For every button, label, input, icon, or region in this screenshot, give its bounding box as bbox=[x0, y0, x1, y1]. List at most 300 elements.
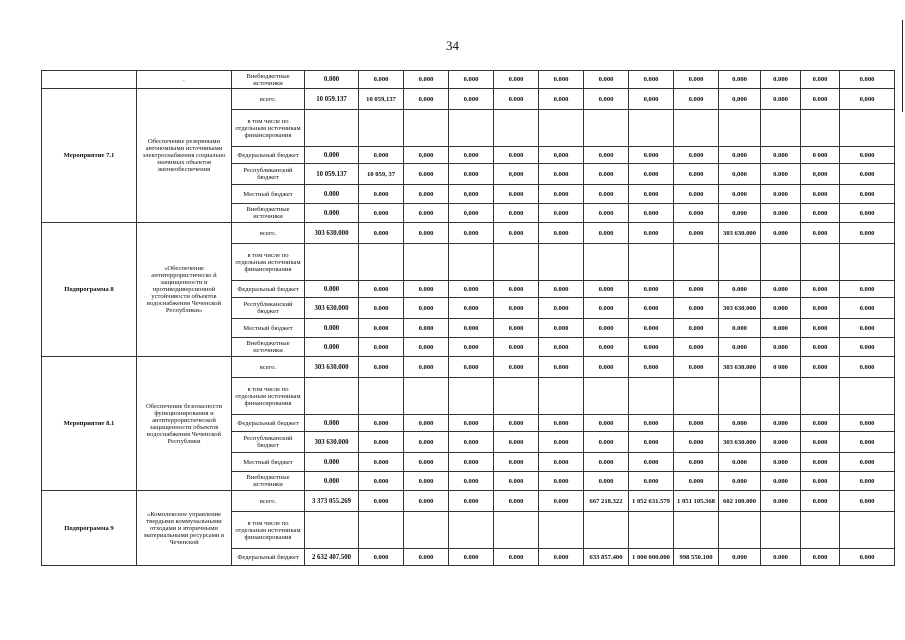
amount-cell: 0.000 bbox=[629, 415, 674, 432]
amount-cell bbox=[840, 244, 895, 281]
amount-cell: 0.000 bbox=[359, 223, 404, 244]
amount-cell: 0.000 bbox=[359, 185, 404, 204]
amount-cell: 0.000 bbox=[840, 223, 895, 244]
amount-cell: 0.000 bbox=[629, 357, 674, 378]
amount-cell: 0.000 bbox=[584, 281, 629, 298]
amount-cell: 0.000 bbox=[629, 432, 674, 453]
amount-cell: 0.000 bbox=[761, 223, 801, 244]
amount-cell: 0.000 bbox=[801, 472, 840, 491]
amount-cell bbox=[674, 378, 719, 415]
amount-cell: 0.000 bbox=[840, 453, 895, 472]
amount-cell: 0.000 bbox=[840, 432, 895, 453]
amount-cell: 0.000 bbox=[761, 298, 801, 319]
amount-cell bbox=[761, 512, 801, 549]
amount-cell: 0.000 bbox=[840, 357, 895, 378]
amount-cell: 0,000 bbox=[719, 164, 761, 185]
amount-cell bbox=[359, 244, 404, 281]
amount-cell: 0.000 bbox=[404, 549, 449, 566]
amount-cell: 0.000 bbox=[584, 357, 629, 378]
amount-cell: 0.000 bbox=[674, 453, 719, 472]
amount-cell: 0.000 bbox=[674, 164, 719, 185]
amount-cell: 0.000 bbox=[584, 319, 629, 338]
amount-cell: 0.000 bbox=[719, 204, 761, 223]
amount-cell bbox=[539, 244, 584, 281]
amount-cell: 0.000 bbox=[840, 338, 895, 357]
amount-cell: 0.000 bbox=[674, 147, 719, 164]
amount-cell: 0.000 bbox=[840, 319, 895, 338]
amount-cell: 0.000 bbox=[539, 204, 584, 223]
amount-cell: 0.000 bbox=[494, 472, 539, 491]
amount-cell: 0.000 bbox=[761, 204, 801, 223]
amount-cell: 602 100.000 bbox=[719, 491, 761, 512]
funding-source-label: Внебюджетные источники bbox=[232, 204, 305, 223]
amount-cell: 0.000 bbox=[404, 357, 449, 378]
amount-cell: 10 059, 37 bbox=[359, 164, 404, 185]
amount-cell bbox=[761, 378, 801, 415]
amount-cell: 0.000 bbox=[584, 432, 629, 453]
amount-cell: 0.000 bbox=[761, 472, 801, 491]
amount-cell: 0.000 bbox=[584, 185, 629, 204]
amount-cell: 0.000 bbox=[404, 71, 449, 89]
amount-cell: 0.000 bbox=[494, 185, 539, 204]
amount-cell: 0.000 bbox=[539, 319, 584, 338]
amount-cell: 0.000 bbox=[584, 338, 629, 357]
funding-source-label: Республиканский бюджет bbox=[232, 164, 305, 185]
amount-cell: 1 052 631.579 bbox=[629, 491, 674, 512]
amount-cell: 0.000 bbox=[305, 319, 359, 338]
amount-cell: 0,000 bbox=[449, 204, 494, 223]
amount-cell: 0.000 bbox=[761, 164, 801, 185]
amount-cell: 0.000 bbox=[494, 357, 539, 378]
amount-cell: 0,000 bbox=[629, 89, 674, 110]
amount-cell bbox=[494, 512, 539, 549]
amount-cell: 0.000 bbox=[404, 338, 449, 357]
amount-cell: 0.000 bbox=[840, 204, 895, 223]
amount-cell: 0.000 bbox=[404, 491, 449, 512]
amount-cell: 0.000 bbox=[359, 549, 404, 566]
amount-cell: 0.000 bbox=[539, 298, 584, 319]
funding-source-label: Республиканский бюджет bbox=[232, 432, 305, 453]
amount-cell: 10 059.137 bbox=[305, 89, 359, 110]
amount-cell: 0.000 bbox=[494, 453, 539, 472]
amount-cell: 0.000 bbox=[449, 472, 494, 491]
amount-cell: 0,000 bbox=[449, 185, 494, 204]
amount-cell: 0.000 bbox=[761, 432, 801, 453]
amount-cell: 0.000 bbox=[449, 281, 494, 298]
amount-cell: 0.000 bbox=[761, 453, 801, 472]
amount-cell: 0.000 bbox=[629, 164, 674, 185]
amount-cell bbox=[494, 244, 539, 281]
amount-cell: 0.000 bbox=[359, 147, 404, 164]
amount-cell: 303 630.000 bbox=[719, 298, 761, 319]
amount-cell: 0.000 bbox=[801, 432, 840, 453]
amount-cell bbox=[719, 110, 761, 147]
amount-cell: 0.000 bbox=[761, 281, 801, 298]
amount-cell: 0.000 bbox=[449, 319, 494, 338]
amount-cell: 0.000 bbox=[305, 204, 359, 223]
amount-cell: 0.000 bbox=[801, 204, 840, 223]
program-title: Мероприятие 8.1 bbox=[42, 357, 137, 491]
amount-cell: 0.000 bbox=[359, 453, 404, 472]
funding-source-label: Местный бюджет bbox=[232, 453, 305, 472]
amount-cell: 303 630.000 bbox=[305, 432, 359, 453]
amount-cell: 0.000 bbox=[801, 357, 840, 378]
amount-cell: 0.000 bbox=[494, 147, 539, 164]
program-description: . bbox=[137, 71, 232, 89]
amount-cell: 0.000 bbox=[674, 185, 719, 204]
amount-cell: 0,000 bbox=[404, 147, 449, 164]
amount-cell: 0.000 bbox=[584, 89, 629, 110]
amount-cell: 0.000 bbox=[629, 281, 674, 298]
program-title: Подпрограмма 9 bbox=[42, 491, 137, 566]
amount-cell bbox=[359, 110, 404, 147]
amount-cell: 303 630.000 bbox=[719, 223, 761, 244]
amount-cell: 0.000 bbox=[801, 281, 840, 298]
amount-cell: 0.000 bbox=[449, 164, 494, 185]
amount-cell: 0.000 bbox=[494, 298, 539, 319]
amount-cell: 0.000 bbox=[584, 472, 629, 491]
amount-cell: 0.000 bbox=[840, 281, 895, 298]
amount-cell: 0.000 bbox=[539, 281, 584, 298]
amount-cell: 303 630.000 bbox=[305, 298, 359, 319]
amount-cell: 0.000 bbox=[584, 415, 629, 432]
amount-cell: 0.000 bbox=[539, 223, 584, 244]
amount-cell bbox=[449, 378, 494, 415]
amount-cell: 0.000 bbox=[494, 281, 539, 298]
amount-cell: 0.000 bbox=[761, 89, 801, 110]
amount-cell: 0.000 bbox=[761, 491, 801, 512]
amount-cell: 3 373 055.269 bbox=[305, 491, 359, 512]
amount-cell: 0.000 bbox=[305, 147, 359, 164]
funding-source-label: Внебюджетные источники bbox=[232, 472, 305, 491]
table-row bbox=[42, 491, 895, 512]
amount-cell: 0.000 bbox=[840, 164, 895, 185]
amount-cell bbox=[801, 378, 840, 415]
amount-cell: 0.000 bbox=[761, 147, 801, 164]
amount-cell: 0.000 bbox=[404, 319, 449, 338]
amount-cell: 303 630.000 bbox=[305, 223, 359, 244]
amount-cell bbox=[449, 512, 494, 549]
table-row bbox=[42, 223, 895, 244]
amount-cell: 0.000 bbox=[719, 549, 761, 566]
funding-source-label: в том числе по отдельным источникам финансирования bbox=[232, 512, 305, 549]
amount-cell: 0.000 bbox=[539, 432, 584, 453]
amount-cell bbox=[629, 512, 674, 549]
page-number: 34 bbox=[446, 38, 459, 53]
amount-cell: 0,000 bbox=[719, 89, 761, 110]
program-title: Подпрограмма 8 bbox=[42, 223, 137, 357]
amount-cell: 0.000 bbox=[305, 453, 359, 472]
table-row bbox=[42, 357, 895, 378]
amount-cell: 0.000 bbox=[539, 453, 584, 472]
amount-cell: 0.000 bbox=[840, 185, 895, 204]
amount-cell bbox=[305, 512, 359, 549]
amount-cell: 0.000 bbox=[629, 185, 674, 204]
amount-cell: 0.000 bbox=[404, 472, 449, 491]
funding-source-label: в том числе по отдельным источникам финансирования bbox=[232, 378, 305, 415]
amount-cell: 0.000 bbox=[539, 71, 584, 89]
amount-cell: 0.000 bbox=[801, 223, 840, 244]
amount-cell bbox=[674, 244, 719, 281]
amount-cell bbox=[801, 244, 840, 281]
amount-cell: 0.000 bbox=[801, 549, 840, 566]
amount-cell: 0.000 bbox=[359, 432, 404, 453]
amount-cell: 0.000 bbox=[404, 281, 449, 298]
amount-cell: 0.000 bbox=[305, 281, 359, 298]
amount-cell: 0,000 bbox=[840, 89, 895, 110]
amount-cell bbox=[539, 378, 584, 415]
amount-cell: 0.000 bbox=[719, 71, 761, 89]
amount-cell: 0.000 bbox=[494, 71, 539, 89]
amount-cell: 0.000 bbox=[449, 549, 494, 566]
margin-rule bbox=[902, 20, 903, 112]
amount-cell: 0 000 bbox=[761, 357, 801, 378]
amount-cell: 0.000 bbox=[449, 89, 494, 110]
amount-cell bbox=[584, 244, 629, 281]
amount-cell: 0.000 bbox=[449, 432, 494, 453]
amount-cell bbox=[584, 110, 629, 147]
amount-cell bbox=[404, 378, 449, 415]
amount-cell: 0.000 bbox=[494, 338, 539, 357]
amount-cell: 0.000 bbox=[761, 549, 801, 566]
amount-cell: 0.000 bbox=[719, 281, 761, 298]
amount-cell: 0.000 bbox=[840, 147, 895, 164]
amount-cell: 0.000 bbox=[404, 204, 449, 223]
amount-cell: 0.000 bbox=[801, 71, 840, 89]
amount-cell: 0.000 bbox=[404, 185, 449, 204]
amount-cell: 0.000 bbox=[449, 71, 494, 89]
amount-cell: 0.000 bbox=[359, 71, 404, 89]
amount-cell: 0.000 bbox=[840, 472, 895, 491]
amount-cell: 0.000 bbox=[404, 432, 449, 453]
amount-cell: 0.000 bbox=[761, 338, 801, 357]
funding-source-label: в том числе по отдельным источникам финансирования bbox=[232, 110, 305, 147]
amount-cell: 0.000 bbox=[674, 223, 719, 244]
amount-cell bbox=[449, 244, 494, 281]
amount-cell: 10 059,137 bbox=[359, 89, 404, 110]
amount-cell: 0.000 bbox=[761, 415, 801, 432]
amount-cell: 0.000 bbox=[359, 319, 404, 338]
amount-cell: 0.000 bbox=[801, 491, 840, 512]
program-description: «Комплексное управление твердыми коммунальными отходами и вторичными материальными ресурсами в Чеченской bbox=[137, 491, 232, 566]
amount-cell: 0.000 bbox=[359, 281, 404, 298]
funding-source-label: всего. bbox=[232, 223, 305, 244]
amount-cell: 0.000 bbox=[584, 223, 629, 244]
amount-cell: 303 630.000 bbox=[305, 357, 359, 378]
amount-cell bbox=[404, 244, 449, 281]
budget-table bbox=[41, 70, 895, 566]
funding-source-label: Федеральный бюджет bbox=[232, 281, 305, 298]
amount-cell: 0.000 bbox=[539, 357, 584, 378]
program-description: Обеспечение резервными автономными источниками электроснабжения социально значимых объектов жизнеобеспечения bbox=[137, 89, 232, 223]
amount-cell: 0.000 bbox=[584, 453, 629, 472]
amount-cell: 303 630.000 bbox=[719, 432, 761, 453]
amount-cell: 0.000 bbox=[359, 298, 404, 319]
amount-cell: 0.000 bbox=[629, 204, 674, 223]
amount-cell: 0.000 bbox=[801, 298, 840, 319]
amount-cell bbox=[719, 244, 761, 281]
amount-cell: 0.000 bbox=[539, 164, 584, 185]
amount-cell bbox=[629, 110, 674, 147]
funding-source-label: Федеральный бюджет bbox=[232, 415, 305, 432]
amount-cell: 0.000 bbox=[719, 415, 761, 432]
amount-cell: 0.000 bbox=[539, 89, 584, 110]
amount-cell bbox=[801, 110, 840, 147]
amount-cell bbox=[629, 244, 674, 281]
amount-cell bbox=[584, 512, 629, 549]
amount-cell: 0.000 bbox=[449, 298, 494, 319]
amount-cell: 0.000 bbox=[674, 204, 719, 223]
amount-cell: 0.000 bbox=[539, 472, 584, 491]
amount-cell: 0.000 bbox=[840, 491, 895, 512]
amount-cell bbox=[840, 512, 895, 549]
amount-cell: 0.000 bbox=[801, 415, 840, 432]
amount-cell bbox=[840, 110, 895, 147]
amount-cell: 0.000 bbox=[674, 415, 719, 432]
program-description: «Обеспечение антитеррористическо й защищенности и противодиверсионной устойчивости объектов водоснабжения Чеченской Республики» bbox=[137, 223, 232, 357]
amount-cell: 0.000 bbox=[449, 491, 494, 512]
amount-cell bbox=[494, 378, 539, 415]
funding-source-label: всего. bbox=[232, 357, 305, 378]
amount-cell: 0.000 bbox=[840, 298, 895, 319]
funding-source-label: Внебюджетные источники bbox=[232, 71, 305, 89]
amount-cell: 0.000 bbox=[840, 549, 895, 566]
amount-cell: 0.000 bbox=[494, 549, 539, 566]
amount-cell: 0.000 bbox=[449, 223, 494, 244]
amount-cell bbox=[674, 512, 719, 549]
amount-cell: 0.000 bbox=[359, 491, 404, 512]
program-title: Мероприятие 7.1 bbox=[42, 89, 137, 223]
amount-cell: 0.000 bbox=[761, 319, 801, 338]
amount-cell: 0.000 bbox=[761, 71, 801, 89]
amount-cell bbox=[584, 378, 629, 415]
amount-cell: 0.000 bbox=[305, 71, 359, 89]
amount-cell: 0.000 bbox=[584, 298, 629, 319]
amount-cell: 0.000 bbox=[674, 472, 719, 491]
amount-cell: 0.000 bbox=[584, 71, 629, 89]
amount-cell: 0.000 bbox=[494, 319, 539, 338]
amount-cell: 0.000 bbox=[719, 319, 761, 338]
amount-cell: 0,000 bbox=[494, 164, 539, 185]
amount-cell: 0.000 bbox=[359, 415, 404, 432]
funding-source-label: Внебюджетные источники bbox=[232, 338, 305, 357]
amount-cell bbox=[449, 110, 494, 147]
amount-cell: 0.000 bbox=[674, 71, 719, 89]
amount-cell: 0.000 bbox=[404, 415, 449, 432]
amount-cell: 0.000 bbox=[404, 223, 449, 244]
amount-cell bbox=[359, 378, 404, 415]
amount-cell: 0.000 bbox=[674, 432, 719, 453]
amount-cell bbox=[359, 512, 404, 549]
amount-cell: 0.000 bbox=[629, 298, 674, 319]
amount-cell: 0.000 bbox=[629, 147, 674, 164]
amount-cell bbox=[404, 110, 449, 147]
amount-cell: 0.000 bbox=[674, 319, 719, 338]
amount-cell bbox=[494, 110, 539, 147]
amount-cell: 0.000 bbox=[761, 185, 801, 204]
amount-cell: 0.000 bbox=[494, 223, 539, 244]
program-title bbox=[42, 71, 137, 89]
amount-cell: 0.000 bbox=[629, 338, 674, 357]
amount-cell: 0.000 bbox=[404, 298, 449, 319]
amount-cell: 0.000 bbox=[305, 472, 359, 491]
amount-cell: 0.000 bbox=[629, 71, 674, 89]
amount-cell: 0.000 bbox=[584, 147, 629, 164]
amount-cell: 0.000 bbox=[629, 223, 674, 244]
amount-cell: 2 632 407.500 bbox=[305, 549, 359, 566]
amount-cell: 0.000 bbox=[674, 338, 719, 357]
amount-cell: 0.000 bbox=[674, 298, 719, 319]
amount-cell: 0.000 bbox=[584, 164, 629, 185]
amount-cell: 0.000 bbox=[404, 453, 449, 472]
amount-cell: 0.000 bbox=[494, 415, 539, 432]
amount-cell: 0.000 bbox=[674, 357, 719, 378]
amount-cell bbox=[801, 512, 840, 549]
amount-cell: 0.000 bbox=[404, 89, 449, 110]
amount-cell: 0.000 bbox=[674, 89, 719, 110]
funding-source-label: Местный бюджет bbox=[232, 185, 305, 204]
amount-cell bbox=[674, 110, 719, 147]
amount-cell bbox=[629, 378, 674, 415]
amount-cell: 0.000 bbox=[801, 185, 840, 204]
amount-cell: 0.000 bbox=[539, 338, 584, 357]
amount-cell: 0.000 bbox=[629, 453, 674, 472]
table-row bbox=[42, 71, 895, 89]
amount-cell bbox=[404, 512, 449, 549]
amount-cell: 0.000 bbox=[801, 89, 840, 110]
amount-cell: 0.000 bbox=[674, 281, 719, 298]
amount-cell: 0.000 bbox=[494, 432, 539, 453]
amount-cell: 0.000 bbox=[359, 338, 404, 357]
amount-cell bbox=[305, 244, 359, 281]
funding-source-label: Федеральный бюджет bbox=[232, 147, 305, 164]
amount-cell bbox=[539, 512, 584, 549]
amount-cell: 0.000 bbox=[359, 204, 404, 223]
funding-source-label: Республиканский бюджет bbox=[232, 298, 305, 319]
amount-cell bbox=[539, 110, 584, 147]
program-description: Обеспечение безопасности функционирования и антитеррористической защищенности объектов водоснабжения Чеченской Республики bbox=[137, 357, 232, 491]
amount-cell: 667 218.322 bbox=[584, 491, 629, 512]
amount-cell: 0.000 bbox=[719, 338, 761, 357]
amount-cell: 0.000 bbox=[719, 147, 761, 164]
amount-cell: 0 000 bbox=[801, 147, 840, 164]
amount-cell: 0.000 bbox=[584, 204, 629, 223]
amount-cell: 0.000 bbox=[494, 491, 539, 512]
table-row bbox=[42, 89, 895, 110]
amount-cell: 0.000 bbox=[539, 185, 584, 204]
amount-cell: 998 550.100 bbox=[674, 549, 719, 566]
amount-cell: 0.000 bbox=[449, 338, 494, 357]
amount-cell bbox=[719, 512, 761, 549]
amount-cell: 0.000 bbox=[840, 71, 895, 89]
funding-source-label: Местный бюджет bbox=[232, 319, 305, 338]
amount-cell: 0,000 bbox=[801, 164, 840, 185]
amount-cell bbox=[761, 110, 801, 147]
amount-cell: 0.000 bbox=[629, 319, 674, 338]
amount-cell bbox=[305, 378, 359, 415]
amount-cell: 0.000 bbox=[449, 147, 494, 164]
amount-cell: 0.000 bbox=[449, 453, 494, 472]
amount-cell: 0.000 bbox=[719, 453, 761, 472]
funding-source-label: Федеральный бюджет bbox=[232, 549, 305, 566]
amount-cell: 1 000 000.000 bbox=[629, 549, 674, 566]
amount-cell: 0.000 bbox=[539, 549, 584, 566]
amount-cell: 0.000 bbox=[404, 164, 449, 185]
amount-cell: 0.000 bbox=[801, 338, 840, 357]
amount-cell: 0.000 bbox=[305, 338, 359, 357]
amount-cell: 0.000 bbox=[359, 472, 404, 491]
amount-cell: 0.000 bbox=[359, 357, 404, 378]
